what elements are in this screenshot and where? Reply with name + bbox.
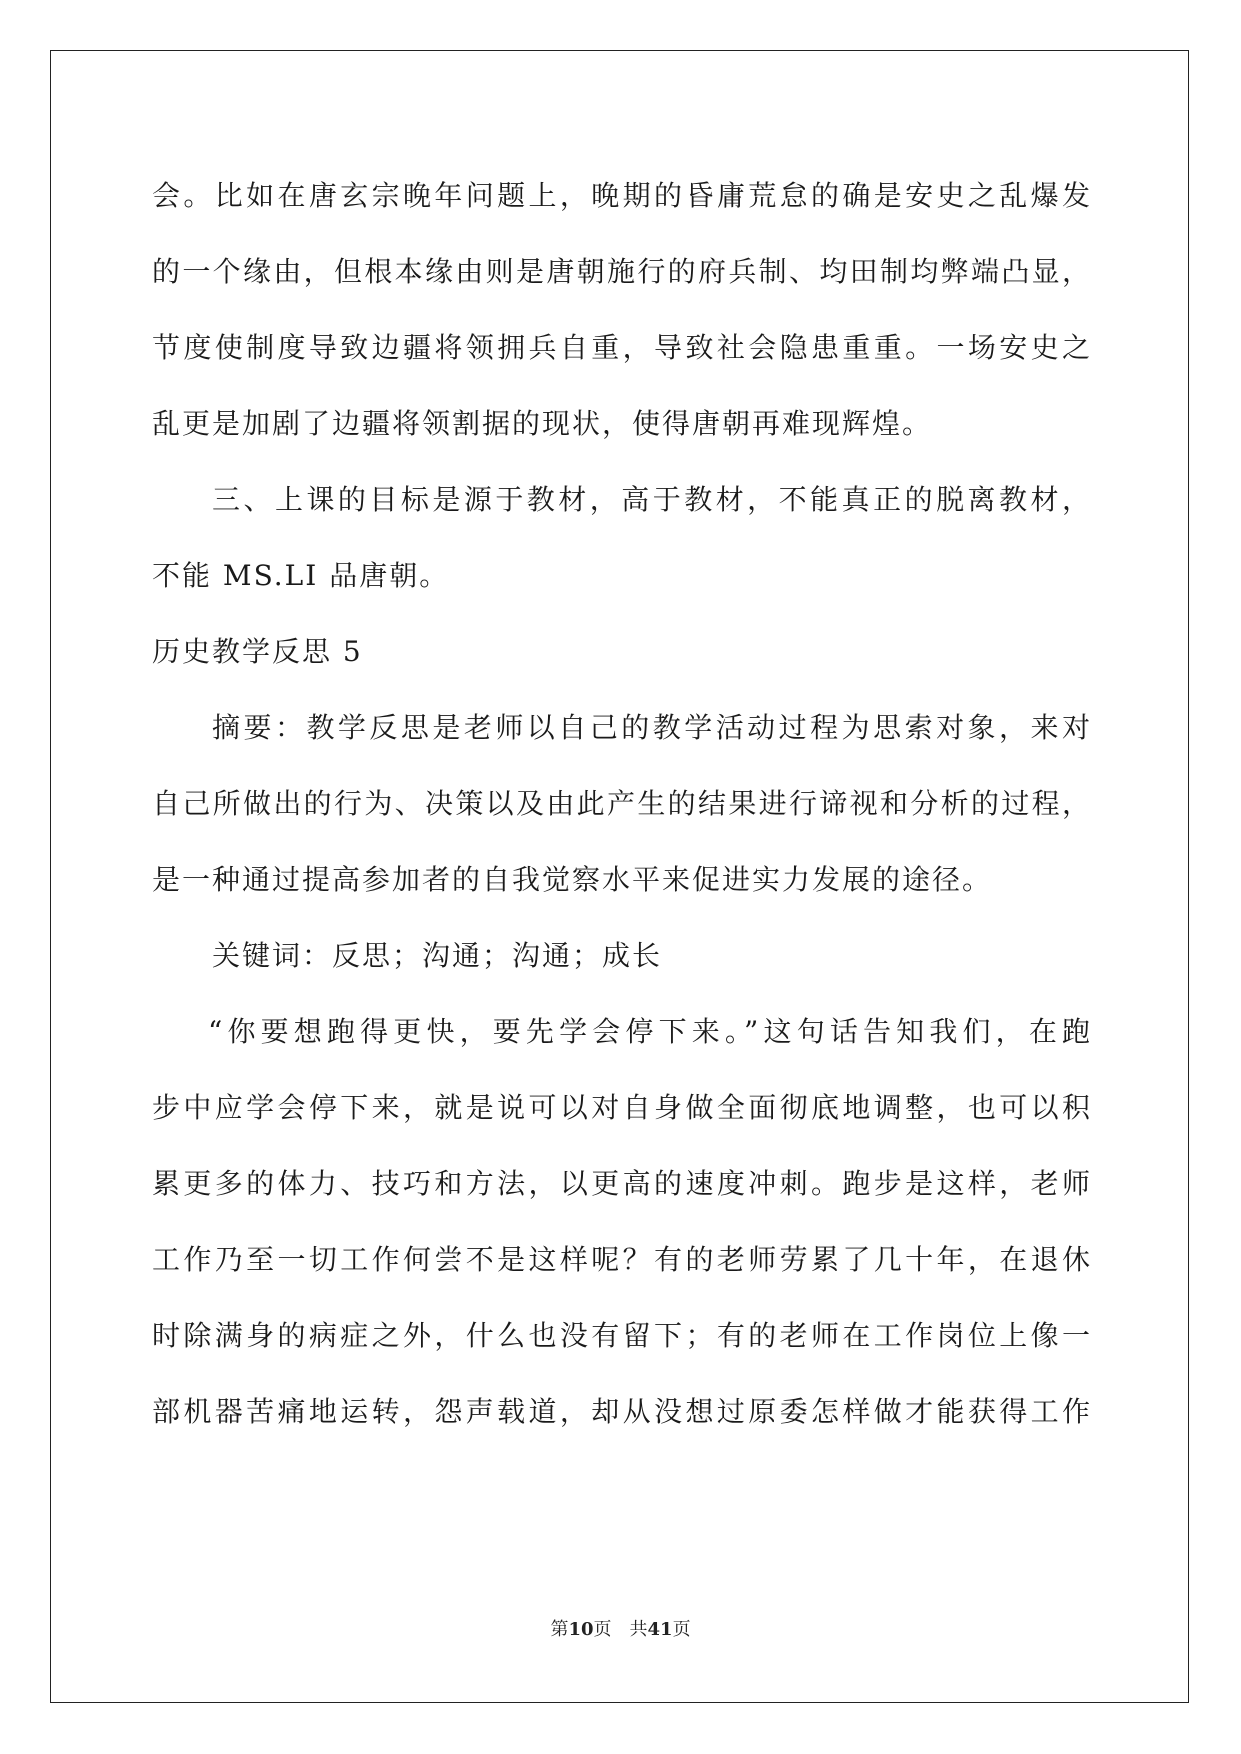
total-pages-number: 41 [647, 1619, 673, 1640]
body-text-line: “你要想跑得更快，要先学会停下来。”这句话告知我们，在跑 [208, 1015, 1092, 1048]
body-text-line: 累更多的体力、技巧和方法，以更高的速度冲刺。跑步是这样，老师 [152, 1167, 1092, 1200]
footer-prefix: 第 [550, 1619, 569, 1640]
body-text-line: 步中应学会停下来，就是说可以对自身做全面彻底地调整，也可以积 [152, 1091, 1092, 1124]
body-text-line: 节度使制度导致边疆将领拥兵自重，导致社会隐患重重。一场安史之 [152, 331, 1092, 364]
footer-total-suffix: 页 [672, 1619, 691, 1640]
body-text-line: 的一个缘由，但根本缘由则是唐朝施行的府兵制、均田制均弊端凸显， [152, 255, 1092, 288]
body-text-line: 会。比如在唐玄宗晚年问题上，晚期的昏庸荒怠的确是安史之乱爆发 [152, 179, 1092, 212]
body-text-line: 部机器苦痛地运转，怨声载道，却从没想过原委怎样做才能获得工作 [152, 1395, 1092, 1428]
body-text-line: 时除满身的病症之外，什么也没有留下；有的老师在工作岗位上像一 [152, 1319, 1092, 1352]
section-three-line: 三、上课的目标是源于教材，高于教材，不能真正的脱离教材， [212, 483, 1092, 516]
abstract-line: 是一种通过提高参加者的自我觉察水平来促进实力发展的途径。 [152, 863, 993, 896]
page-number-footer [0, 1618, 1241, 1642]
footer-page-suffix: 页 [593, 1619, 612, 1640]
body-text-line: 不能 MS.LI 品唐朝。 [152, 559, 450, 592]
abstract-line: 自己所做出的行为、决策以及由此产生的结果进行谛视和分析的过程， [152, 787, 1092, 820]
section-heading: 历史教学反思 5 [152, 635, 363, 668]
footer-total-prefix: 共 [629, 1619, 648, 1640]
body-text-line: 工作乃至一切工作何尝不是这样呢？有的老师劳累了几十年，在退休 [152, 1243, 1092, 1276]
abstract-line: 摘要：教学反思是老师以自己的教学活动过程为思索对象，来对 [212, 711, 1092, 744]
current-page-number: 10 [568, 1619, 594, 1640]
body-text-line: 乱更是加剧了边疆将领割据的现状，使得唐朝再难现辉煌。 [152, 407, 933, 440]
keywords-line: 关键词：反思；沟通；沟通；成长 [212, 939, 663, 972]
